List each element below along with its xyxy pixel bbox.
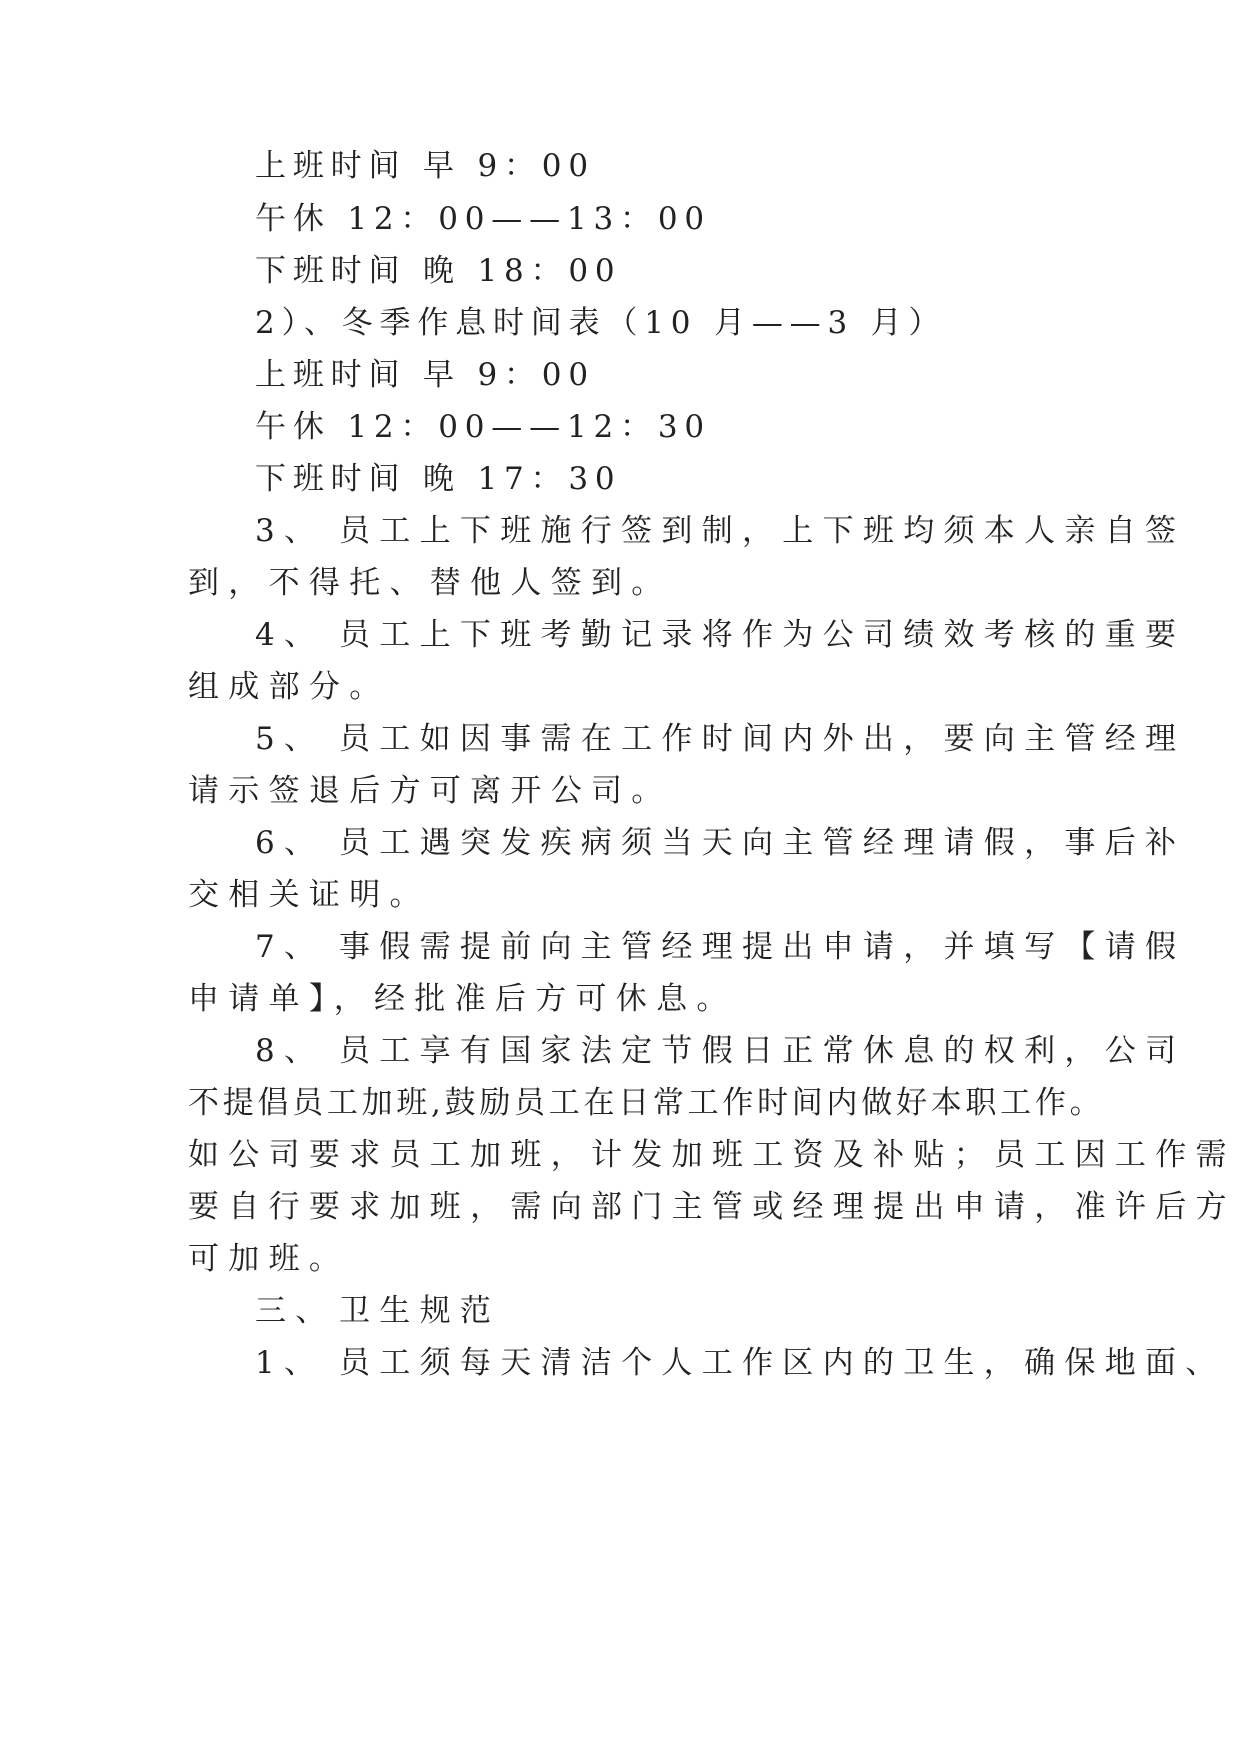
list-item-8 [255, 1031, 1185, 1071]
item-text: 员工享有国家法定节假日正常休息的权利，公司 [339, 1033, 1186, 1069]
item-continuation: 要自行要求加班，需向部门主管或经理提出申请，准许后方 [188, 1189, 1236, 1225]
winter-lunch-time: 午休 12：00——12：30 [255, 409, 711, 445]
list-item-4 [255, 615, 1185, 655]
item-continuation: 交相关证明。 [188, 877, 430, 913]
summer-start-time: 上班时间 早 9：00 [255, 148, 595, 184]
item-number: 7、 [255, 929, 325, 965]
item-continuation: 申请单】，经批准后方可休息。 [188, 981, 737, 1017]
item-text: 员工须每天清洁个人工作区内的卫生，确保地面、 [339, 1345, 1226, 1381]
winter-end-time: 下班时间 晚 17：30 [255, 461, 622, 497]
item-continuation: 到，不得托、替他人签到。 [188, 565, 672, 601]
item-text: 员工如因事需在工作时间内外出，要向主管经理 [339, 721, 1186, 757]
item-text: 事假需提前向主管经理提出申请，并填写【请假 [339, 929, 1186, 965]
list-item-7 [255, 927, 1185, 967]
list-item-6 [255, 823, 1185, 863]
item-number: 1、 [255, 1345, 325, 1381]
summer-lunch-time: 午休 12：00——13：00 [255, 201, 711, 237]
item-continuation: 不提倡员工加班,鼓励员工在日常工作时间内做好本职工作。 [188, 1085, 1105, 1121]
hygiene-item-1 [255, 1343, 1226, 1383]
item-text: 员工上下班施行签到制，上下班均须本人亲自签 [339, 513, 1186, 549]
item-continuation: 组成部分。 [188, 669, 390, 705]
item-text: 员工遇突发疾病须当天向主管经理请假，事后补 [339, 825, 1186, 861]
item-number: 5、 [255, 721, 325, 757]
item-text: 员工上下班考勤记录将作为公司绩效考核的重要 [339, 617, 1186, 653]
winter-schedule-heading: 2）、冬季作息时间表（10 月——3 月） [255, 305, 947, 341]
section-number: 三、 [255, 1293, 336, 1329]
item-continuation: 请示签退后方可离开公司。 [188, 773, 672, 809]
summer-end-time: 下班时间 晚 18：00 [255, 253, 622, 289]
item-continuation: 可加班。 [188, 1241, 350, 1277]
list-item-3 [255, 511, 1185, 551]
item-continuation: 如公司要求员工加班，计发加班工资及补贴；员工因工作需 [188, 1137, 1236, 1173]
section-title: 卫生规范 [339, 1293, 501, 1329]
item-number: 4、 [255, 617, 325, 653]
item-number: 8、 [255, 1033, 325, 1069]
list-item-5 [255, 719, 1185, 759]
item-number: 6、 [255, 825, 325, 861]
winter-start-time: 上班时间 早 9：00 [255, 357, 595, 393]
item-number: 3、 [255, 513, 325, 549]
section-heading-hygiene [255, 1291, 500, 1331]
